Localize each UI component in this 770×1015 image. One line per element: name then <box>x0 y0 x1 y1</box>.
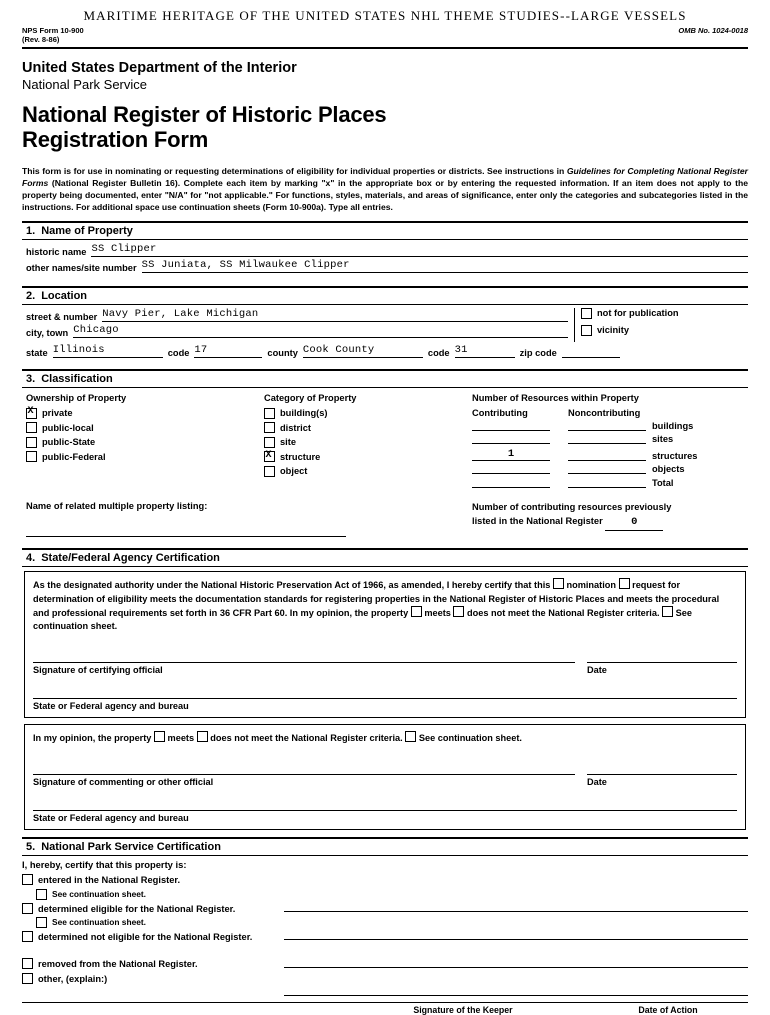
ownership-public-local-label: public-local <box>42 422 94 433</box>
nps-line-4[interactable] <box>284 968 748 996</box>
section2-number: 2. <box>26 289 36 302</box>
section1-number: 1. <box>26 224 36 237</box>
nps-removed-row[interactable] <box>22 958 280 971</box>
state-label: state <box>26 347 48 358</box>
historic-name-row <box>26 243 748 257</box>
nps-other-checkbox[interactable] <box>22 973 33 984</box>
keeper-signature-caption: Signature of the Keeper <box>413 1005 513 1015</box>
nps-eligible-checkbox[interactable] <box>22 903 33 914</box>
form-revision: (Rev. 8-86) <box>22 35 60 45</box>
contributing-header: Contributing <box>472 407 528 418</box>
commenting-agency-caption: State or Federal agency and bureau <box>33 813 189 824</box>
ownership-private-row[interactable] <box>26 408 264 419</box>
certifying-signature-captions <box>33 663 737 677</box>
section4-title: State/Federal Agency Certification <box>41 552 220 565</box>
certifying-signature-lines <box>33 650 737 663</box>
county-code-input[interactable] <box>455 344 515 358</box>
category-object-checkbox[interactable] <box>264 466 275 477</box>
previously-listed-label-line1: Number of contributing resources previously <box>472 502 672 513</box>
resources-row-structures <box>472 448 748 461</box>
form-number-block <box>22 26 84 45</box>
category-column <box>264 393 472 492</box>
total-label: Total <box>652 477 674 488</box>
ownership-public-state-row[interactable] <box>26 437 264 448</box>
resources-row-sites <box>472 434 748 444</box>
nps-not-eligible-label: determined not eligible for the National Register. <box>38 932 253 943</box>
resources-header-row <box>472 408 748 418</box>
previously-listed-input[interactable]: 0 <box>605 515 663 531</box>
nps-entered-label: entered in the National Register. <box>38 875 181 886</box>
state-input[interactable] <box>53 344 163 358</box>
county-code-value: 31 <box>454 343 468 356</box>
other-names-label: other names/site number <box>26 262 137 273</box>
category-district-label: district <box>280 422 311 433</box>
meets-criteria-label: meets <box>424 608 451 618</box>
nomination-checkbox[interactable] <box>553 578 564 589</box>
structures-contributing-input[interactable]: 1 <box>472 448 550 461</box>
other-names-input[interactable] <box>142 259 748 273</box>
nps-other-row[interactable] <box>22 973 280 986</box>
state-county-row <box>26 344 748 358</box>
section-location <box>22 286 748 362</box>
nps-entered-continuation-row[interactable] <box>36 889 280 900</box>
see-continuation-sheet-label-1: See continuation sheet. <box>33 608 693 632</box>
section5-title: National Park Service Certification <box>41 841 221 854</box>
nps-entered-row[interactable] <box>22 874 280 887</box>
zip-label: zip code <box>519 347 557 358</box>
nps-eligible-continuation-checkbox[interactable] <box>36 917 47 928</box>
nps-options-column <box>22 874 280 996</box>
commenting-does-not-meet-checkbox[interactable] <box>197 731 208 742</box>
sites-contributing-input[interactable] <box>472 443 550 444</box>
nps-line-3[interactable] <box>284 940 748 968</box>
commenting-text-1: In my opinion, the property <box>33 733 152 744</box>
request-determination-label: request for determination of eligibility <box>33 580 681 604</box>
total-noncontributing-input[interactable] <box>568 487 646 488</box>
see-continuation-sheet-label-2: See continuation sheet. <box>418 733 522 744</box>
commenting-signature-input[interactable] <box>33 762 575 775</box>
commenting-does-not-meet-label: does not meet the National Register criteria. <box>210 733 403 744</box>
commenting-date-caption: Date <box>587 776 607 787</box>
does-not-meet-criteria-checkbox[interactable] <box>453 606 464 617</box>
resources-row-objects <box>472 464 748 474</box>
certifying-agency-caption: State or Federal agency and bureau <box>33 701 189 712</box>
objects-noncontributing-input[interactable] <box>568 473 646 474</box>
omb-number: OMB No. 1024-0018 <box>678 26 748 35</box>
department-name: United States Department of the Interior <box>22 59 297 76</box>
previously-listed-label-line2: listed in the National Register <box>472 515 603 526</box>
commenting-signature-captions <box>33 775 737 789</box>
resources-column <box>472 393 748 492</box>
nps-entered-checkbox[interactable] <box>22 874 33 885</box>
state-value: Illinois <box>52 343 105 356</box>
section-classification <box>22 369 748 542</box>
commenting-signature-lines <box>33 762 737 775</box>
not-for-publication-checkbox[interactable] <box>581 308 592 319</box>
agency-block <box>22 59 748 93</box>
nps-eligible-continuation-label: See continuation sheet. <box>52 916 147 927</box>
structures-label: structures <box>652 450 698 461</box>
resources-row-buildings <box>472 421 748 431</box>
request-determination-checkbox[interactable] <box>619 578 630 589</box>
certifying-signature-caption: Signature of certifying official <box>33 664 163 675</box>
category-district-row[interactable] <box>264 422 472 433</box>
certification-paragraph <box>33 578 737 633</box>
page-title-line1: National Register of Historic Places <box>22 102 387 128</box>
certifying-official-block <box>24 571 746 718</box>
vicinity-checkbox[interactable] <box>581 325 592 336</box>
city-input[interactable] <box>73 324 568 338</box>
nps-intro-text: I, hereby, certify that this property is: <box>22 859 187 871</box>
nps-entered-continuation-label: See continuation sheet. <box>52 888 147 899</box>
state-code-input[interactable] <box>194 344 262 358</box>
structures-noncontributing-input[interactable] <box>568 460 646 461</box>
state-code-value: 17 <box>194 343 208 356</box>
buildings-label: buildings <box>652 420 694 431</box>
street-row <box>26 308 568 322</box>
state-code-label: code <box>167 347 190 358</box>
nps-eligible-label: determined eligible for the National Register. <box>38 904 236 915</box>
street-value: Navy Pier, Lake Michigan <box>102 307 259 320</box>
county-input[interactable] <box>303 344 423 358</box>
nps-not-eligible-checkbox[interactable] <box>22 931 33 942</box>
other-names-row <box>26 259 748 273</box>
related-listing-label: Name of related multiple property listing: <box>26 501 208 512</box>
nps-line-2[interactable] <box>284 912 748 940</box>
ownership-private-label: private <box>42 408 73 419</box>
nps-not-eligible-row[interactable] <box>22 931 280 944</box>
commenting-paragraph <box>33 731 737 745</box>
category-district-checkbox[interactable] <box>264 422 275 433</box>
sites-noncontributing-input[interactable] <box>568 443 646 444</box>
form-number: NPS Form 10-900 <box>22 26 84 35</box>
instructions-guideline-title: Guidelines for Completing National Register Forms <box>22 166 748 189</box>
meets-criteria-checkbox[interactable] <box>411 606 422 617</box>
county-label: county <box>267 347 298 358</box>
sites-label: sites <box>652 434 674 445</box>
related-listing-block <box>26 501 472 537</box>
does-not-meet-criteria-label: does not meet the National Register criteria. <box>467 608 660 618</box>
section3-number: 3. <box>26 372 36 385</box>
previously-listed-block <box>472 501 748 537</box>
historic-name-input[interactable] <box>91 243 748 257</box>
section3-title: Classification <box>41 372 113 385</box>
ownership-public-state-checkbox[interactable] <box>26 437 37 448</box>
section4-heading <box>22 550 748 567</box>
ownership-public-local-checkbox[interactable] <box>26 422 37 433</box>
historic-name-label: historic name <box>26 246 87 257</box>
page-title <box>22 103 748 152</box>
section5-number: 5. <box>26 841 36 854</box>
nps-eligible-row[interactable] <box>22 903 280 916</box>
category-site-checkbox[interactable] <box>264 437 275 448</box>
category-structure-checkbox[interactable] <box>264 451 275 462</box>
nps-entered-continuation-checkbox[interactable] <box>36 889 47 900</box>
commenting-agency-input[interactable] <box>33 789 737 811</box>
nps-footer-captions <box>22 1002 748 1015</box>
zip-input[interactable] <box>562 344 620 358</box>
commenting-meets-label: meets <box>167 733 195 744</box>
category-title: Category of Property <box>264 392 357 403</box>
category-buildings-label: building(s) <box>280 408 328 419</box>
instructions-paragraph <box>22 166 748 213</box>
certifying-date-caption: Date <box>587 664 607 675</box>
nps-removed-checkbox[interactable] <box>22 958 33 969</box>
nps-removed-label: removed from the National Register. <box>38 958 198 969</box>
resources-title: Number of Resources within Property <box>472 392 639 403</box>
certifying-date-input[interactable] <box>587 650 737 663</box>
nps-line-1[interactable] <box>284 874 748 912</box>
section4-number: 4. <box>26 552 36 565</box>
section3-heading <box>22 371 748 388</box>
ownership-private-checkbox[interactable] <box>26 408 37 419</box>
category-object-label: object <box>280 466 308 477</box>
theme-study-header: MARITIME HERITAGE OF THE UNITED STATES NHL THEME STUDIES--LARGE VESSELS <box>83 8 687 23</box>
street-input[interactable] <box>102 308 568 322</box>
not-for-publication-row[interactable] <box>581 308 748 319</box>
section5-heading <box>22 839 748 856</box>
objects-label: objects <box>652 464 685 475</box>
resources-row-total <box>472 478 748 488</box>
other-names-value: SS Juniata, SS Milwaukee Clipper <box>141 258 350 271</box>
nps-signature-lines-column <box>280 874 748 996</box>
nps-other-label: other, (explain:) <box>38 974 108 985</box>
nomination-label: nomination <box>566 580 616 591</box>
category-buildings-row[interactable] <box>264 408 472 419</box>
historic-name-value: SS Clipper <box>91 242 157 255</box>
category-structure-label: structure <box>280 451 321 462</box>
section1-title: Name of Property <box>41 224 133 237</box>
see-continuation-sheet-checkbox-1[interactable] <box>662 606 673 617</box>
form-meta-band <box>22 26 748 49</box>
city-label: city, town <box>26 327 69 338</box>
commenting-date-input[interactable] <box>587 762 737 775</box>
certifying-signature-input[interactable] <box>33 650 575 663</box>
section1-heading <box>22 223 748 240</box>
ownership-public-state-label: public-State <box>42 437 96 448</box>
buildings-contributing-input[interactable] <box>472 430 550 431</box>
ownership-title: Ownership of Property <box>26 392 127 403</box>
ownership-public-local-row[interactable] <box>26 422 264 433</box>
commenting-official-block <box>24 724 746 830</box>
page-title-line2: Registration Form <box>22 126 209 152</box>
vicinity-label: vicinity <box>597 325 630 336</box>
category-site-label: site <box>280 437 297 448</box>
section-name-of-property <box>22 221 748 279</box>
city-row <box>26 324 568 338</box>
section2-heading <box>22 288 748 305</box>
service-name: National Park Service <box>22 76 147 92</box>
vicinity-row[interactable] <box>581 325 748 336</box>
instructions-part2: (National Register Bulletin 16). Complete each item by marking "x" in the appropriate box or by entering the requested information. If an item does not apply to the property being documented, enter "N/A" for "not applicable." For functions, styles, materials, and areas of significance, enter only the categories and subcategories listed in the instructions. For additional space use continuation sheets (Form 10-900a). Type all entries. <box>22 178 748 212</box>
category-site-row[interactable] <box>264 437 472 448</box>
see-continuation-sheet-checkbox-2[interactable] <box>405 731 416 742</box>
ownership-public-federal-label: public-Federal <box>42 451 106 462</box>
category-object-row[interactable] <box>264 466 472 477</box>
not-for-publication-label: not for publication <box>597 308 679 319</box>
category-buildings-checkbox[interactable] <box>264 408 275 419</box>
buildings-noncontributing-input[interactable] <box>568 430 646 431</box>
category-structure-row[interactable] <box>264 451 472 462</box>
commenting-signature-caption: Signature of commenting or other official <box>33 776 214 787</box>
ownership-column <box>26 393 264 492</box>
section-nps-certification <box>22 837 748 1015</box>
noncontributing-header: Noncontributing <box>568 407 641 418</box>
certification-text-2: meets the documentation standards for registering properties in the National Register of Historic Places and meets the procedural and professional requirements set forth in 36 CFR Part 60. In my opinion, the property <box>33 593 720 618</box>
date-of-action-caption: Date of Action <box>638 1005 698 1015</box>
ownership-public-federal-row[interactable] <box>26 451 264 462</box>
objects-contributing-input[interactable] <box>472 473 550 474</box>
county-value: Cook County <box>302 343 375 356</box>
certifying-agency-input[interactable] <box>33 677 737 699</box>
certification-text-1: As the designated authority under the National Historic Preservation Act of 1966, as amended, I hereby certify that this <box>33 580 551 591</box>
street-label: street & number <box>26 311 98 322</box>
nps-eligible-continuation-row[interactable] <box>36 917 280 928</box>
instructions-part1: This form is for use in nominating or requesting determinations of eligibility for individual properties or districts. See instructions in <box>22 166 567 177</box>
total-contributing-input[interactable] <box>472 487 550 488</box>
commenting-meets-checkbox[interactable] <box>154 731 165 742</box>
section-state-federal-certification <box>22 548 748 830</box>
ownership-public-federal-checkbox[interactable] <box>26 451 37 462</box>
county-code-label: code <box>427 347 450 358</box>
city-value: Chicago <box>73 323 119 336</box>
section2-title: Location <box>41 289 88 302</box>
related-listing-input[interactable] <box>26 523 346 537</box>
